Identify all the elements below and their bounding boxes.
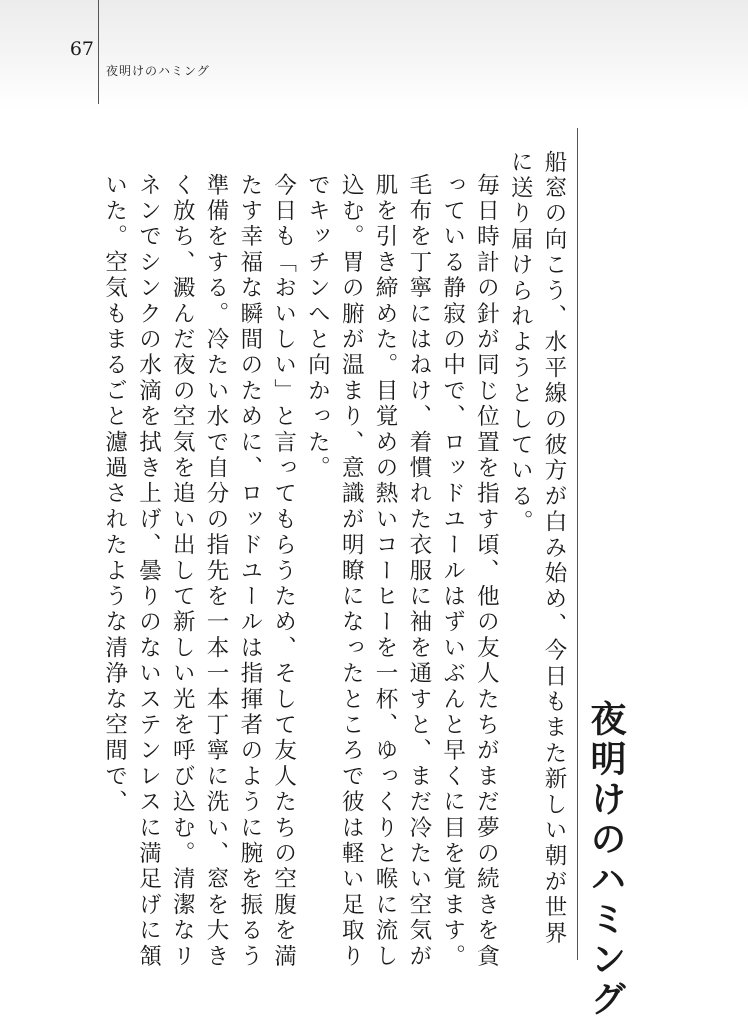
chapter-title-divider bbox=[577, 128, 578, 960]
body-text bbox=[98, 150, 570, 970]
paragraph: 今日も「おいしい」と言ってもらうため、そして友人たちの空腹を満たす幸福な瞬間のために、ロッドユールは指揮者のように腕を振るう準備をする。冷たい水で自分の指先を一本一本丁寧に洗い、窓を大きく放ち、澱んだ夜の空気を追い出して新しい光を呼び込む。清潔なリネンでシンクの水滴を拭き上げ、曇りのないステンレスに満足げに頷いた。空気もまるごと濾過されたような清浄な空間で、 bbox=[101, 172, 297, 970]
page-header-shade bbox=[0, 0, 748, 110]
paragraph: 毎日時計の針が同じ位置を指す頃、他の友人たちがまだ夢の続きを貪っている静寂の中で、ロッドユールはずいぶんと早くに目を覚ます。毛布を丁寧にはねけ、着慣れた衣服に袖を通すと、まだ冷たい空気が肌を引き締めた。目覚めの熱いコーヒーを一杯、ゆっくりと喉に流し込む。胃の腑が温まり、意識が明瞭になったところで彼は軽い足取りでキッチンへと向かった。 bbox=[304, 172, 500, 970]
running-title: 夜明けのハミング bbox=[106, 64, 210, 78]
header-divider bbox=[98, 0, 99, 104]
paragraph: 船窓の向こう、水平線の彼方が白み始め、今日もまた新しい朝が世界に送り届けられようとしている。 bbox=[507, 150, 567, 947]
page-number: 67 bbox=[69, 38, 94, 60]
chapter-title: 夜明けのハミング bbox=[585, 700, 627, 1020]
